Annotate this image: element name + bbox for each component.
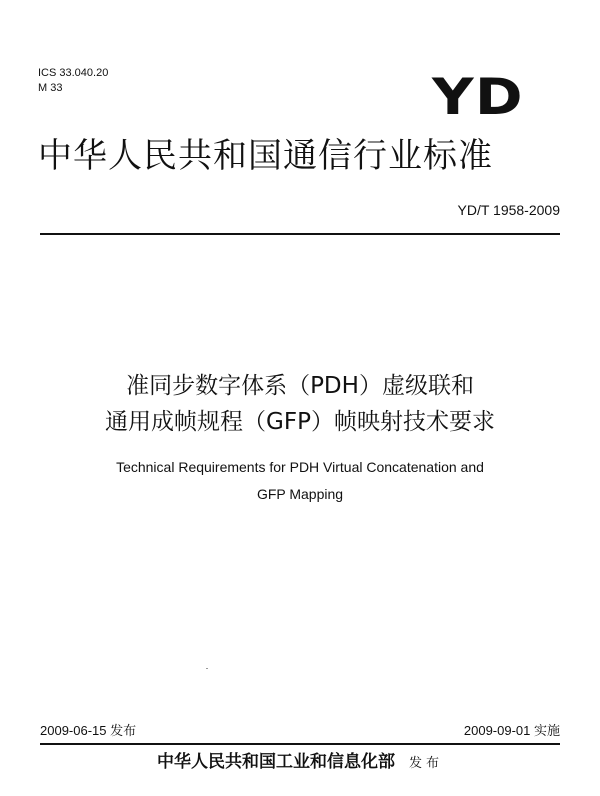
scan-speck bbox=[206, 668, 208, 669]
standard-number: YD/T 1958-2009 bbox=[457, 202, 560, 218]
publisher-name: 中华人民共和国工业和信息化部 bbox=[156, 752, 395, 772]
document-title-en-line-1: Technical Requirements for PDH Virtual Concatenation and bbox=[116, 459, 484, 475]
publisher-line bbox=[0, 751, 600, 775]
standard-title: 中华人民共和国通信行业标准 bbox=[38, 136, 493, 176]
implementation-date: 2009-09-01 实施 bbox=[463, 723, 560, 738]
ccs-code: M 33 bbox=[38, 82, 63, 94]
document-title-en-line-2: GFP Mapping bbox=[256, 486, 344, 502]
bottom-divider bbox=[40, 743, 560, 745]
publish-label: 发布 bbox=[408, 756, 443, 771]
ics-code: ICS 33.040.20 bbox=[38, 67, 109, 79]
yd-logo: YD bbox=[432, 68, 524, 126]
issue-date: 2009-06-15 发布 bbox=[40, 723, 137, 738]
document-title-zh-line-2: 通用成帧规程（GFP）帧映射技术要求 bbox=[105, 409, 495, 435]
document-title-zh-line-1: 准同步数字体系（PDH）虚级联和 bbox=[126, 373, 474, 399]
top-divider bbox=[40, 233, 560, 235]
